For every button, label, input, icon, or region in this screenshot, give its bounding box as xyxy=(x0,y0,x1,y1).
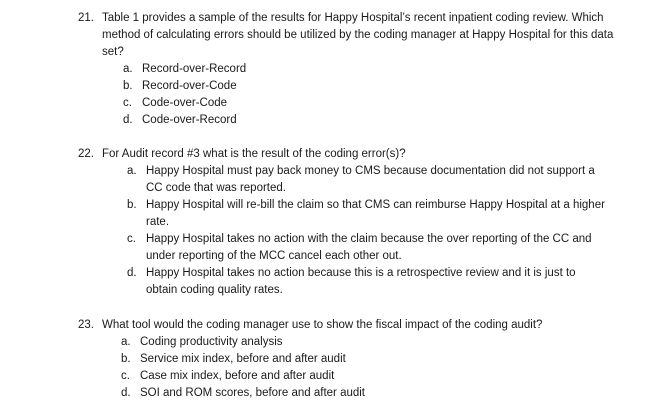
answer-option-b xyxy=(121,351,618,368)
option-text: Record-over-Record xyxy=(142,63,247,75)
option-letter: c. xyxy=(127,233,136,245)
option-text: Record-over-Code xyxy=(142,80,237,92)
question-22 xyxy=(78,146,618,299)
answer-options xyxy=(123,61,618,129)
question-stem xyxy=(78,146,618,163)
answer-options xyxy=(121,334,618,402)
answer-option-a xyxy=(121,334,618,351)
option-letter: b. xyxy=(121,353,131,365)
answer-option-b xyxy=(127,197,607,231)
option-text: Coding productivity analysis xyxy=(140,336,283,348)
answer-option-b xyxy=(123,78,618,95)
option-letter: c. xyxy=(123,97,132,109)
option-text: SOI and ROM scores, before and after audit xyxy=(140,387,366,399)
question-text: Table 1 provides a sample of the results for Happy Hospital’s recent inpatient coding review. Which method of calculating errors should be utilized by the coding manager at Happy Hospital for this data set? xyxy=(102,12,614,58)
question-21 xyxy=(78,10,618,129)
option-letter: b. xyxy=(127,199,137,211)
option-letter: d. xyxy=(121,387,131,399)
question-text: What tool would the coding manager use to show the fiscal impact of the coding audit? xyxy=(102,319,543,331)
question-stem xyxy=(78,317,618,334)
question-stem xyxy=(78,10,618,61)
question-number: 22. xyxy=(78,148,94,160)
option-letter: d. xyxy=(127,267,137,279)
option-letter: a. xyxy=(121,336,131,348)
answer-option-c xyxy=(127,231,607,265)
answer-option-d xyxy=(123,112,618,129)
option-text: Happy Hospital must pay back money to CMS because documentation did not support a CC code that was reported. xyxy=(146,165,595,194)
answer-option-d xyxy=(127,265,607,299)
option-letter: a. xyxy=(123,63,133,75)
option-letter: b. xyxy=(123,80,133,92)
question-text: For Audit record #3 what is the result of the coding error(s)? xyxy=(102,148,406,160)
question-23 xyxy=(78,317,618,402)
question-number: 21. xyxy=(78,12,94,24)
option-text: Code-over-Record xyxy=(142,114,237,126)
option-text: Service mix index, before and after audit xyxy=(140,353,346,365)
option-letter: c. xyxy=(121,370,130,382)
answer-option-c xyxy=(123,95,618,112)
answer-options xyxy=(127,163,607,299)
option-text: Happy Hospital will re-bill the claim so that CMS can reimburse Happy Hospital at a higher rate. xyxy=(146,199,605,228)
answer-option-d xyxy=(121,385,618,402)
option-text: Code-over-Code xyxy=(142,97,228,109)
option-letter: a. xyxy=(127,165,137,177)
answer-option-c xyxy=(121,368,618,385)
question-number: 23. xyxy=(78,319,94,331)
answer-option-a xyxy=(127,163,607,197)
option-text: Case mix index, before and after audit xyxy=(140,370,335,382)
option-letter: d. xyxy=(123,114,133,126)
option-text: Happy Hospital takes no action with the claim because the over reporting of the CC and under reporting of the MCC cancel each other out. xyxy=(146,233,592,262)
answer-option-a xyxy=(123,61,618,78)
option-text: Happy Hospital takes no action because this is a retrospective review and it is just to obtain coding quality rates. xyxy=(146,267,576,296)
